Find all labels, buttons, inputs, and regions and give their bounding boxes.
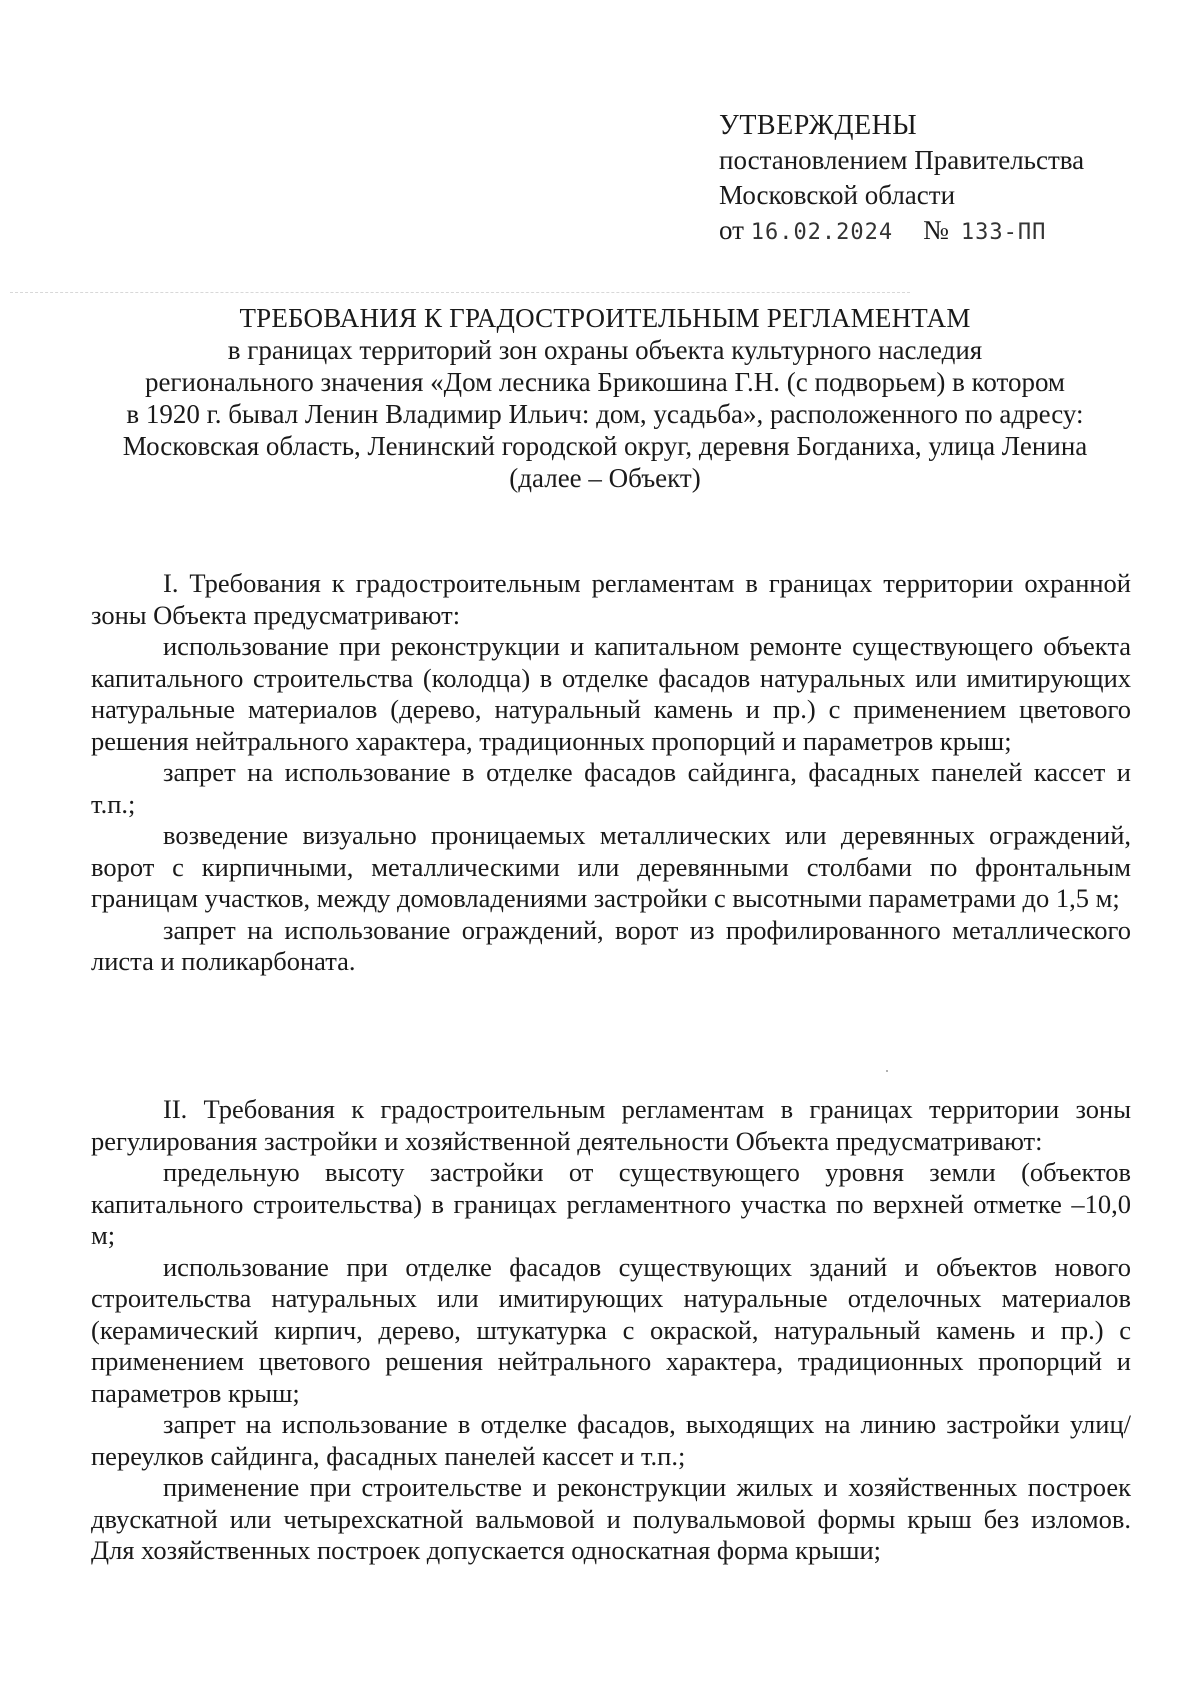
section-2-item: предельную высоту застройки от существующего уровня земли (объектов капитального строительства) в границах регламентного участка по верхней отметке –10,0 м;: [91, 1157, 1131, 1250]
section-2-item: использование при отделке фасадов существующих зданий и объектов нового строительства натуральных или имитирующих натуральные отделочных материалов (керамический кирпич, дерево, штукатурка с окраской, натуральный камень и пр.) с применением цветового решения нейтрального характера, традиционных пропорций и параметров крыш;: [91, 1251, 1131, 1408]
approval-line-2: Московской области: [719, 180, 956, 210]
section-2: [91, 1094, 1131, 1567]
document-heading: [80, 302, 1130, 494]
section-1-item: запрет на использование ограждений, ворот из профилированного металлического листа и поликарбоната.: [91, 914, 1131, 976]
heading-line-1: в границах территорий зон охраны объекта культурного наследия: [227, 335, 983, 365]
section-1-item: возведение визуально проницаемых металлических или деревянных ограждений, ворот с кирпичными, металлическими или деревянными столбами по фронтальным границам участков, между домовладениями застройки с высотными параметрами до 1,5 м;: [91, 820, 1131, 913]
section-2-item: применение при строительстве и реконструкции жилых и хозяйственных построек двускатной или четырехскатной вальмовой и полувальмовой формы крыш без изломов. Для хозяйственных построек допускается односкатная форма крыши;: [91, 1472, 1131, 1565]
approval-title: УТВЕРЖДЕНЫ: [719, 110, 918, 141]
heading-main: ТРЕБОВАНИЯ К ГРАДОСТРОИТЕЛЬНЫМ РЕГЛАМЕНТАМ: [239, 303, 971, 333]
heading-line-3: в 1920 г. бывал Ленин Владимир Ильич: дом, усадьба», расположенного по адресу:: [126, 399, 1084, 429]
heading-line-5: (далее – Объект): [509, 463, 701, 493]
heading-line-4: Московская область, Ленинский городской округ, деревня Богданиха, улица Ленина: [122, 431, 1088, 461]
approval-line-1: постановлением Правительства: [719, 145, 1085, 175]
scan-artifact-line: [10, 292, 910, 293]
approval-number-sign: №: [923, 215, 949, 245]
approval-number: 133-ПП: [960, 220, 1047, 245]
approval-block: [719, 108, 1084, 250]
approval-date-line: [719, 213, 1084, 250]
section-2-item: запрет на использование в отделке фасадов, выходящих на линию застройки улиц/переулков сайдинга, фасадных панелей кассет и т.п.;: [91, 1409, 1131, 1471]
section-2-intro: II. Требования к градостроительным регламентам в границах территории зоны регулирования застройки и хозяйственной деятельности Объекта предусматривают:: [91, 1094, 1131, 1156]
approval-from-label: от: [719, 215, 744, 245]
section-1-intro: I. Требования к градостроительным регламентам в границах территории охранной зоны Объекта предусматривают:: [91, 568, 1131, 630]
heading-line-2: регионального значения «Дом лесника Брикошина Г.Н. (с подворьем) в котором: [144, 367, 1066, 397]
section-1: [91, 568, 1131, 978]
section-1-item: запрет на использование в отделке фасадов сайдинга, фасадных панелей кассет и т.п.;: [91, 757, 1131, 819]
scan-speck: [886, 1070, 888, 1072]
approval-date: 16.02.2024: [750, 220, 894, 245]
section-1-item: использование при реконструкции и капитальном ремонте существующего объекта капитального строительства (колодца) в отделке фасадов натуральных или имитирующих натуральные материалов (дерево, натуральный камень и пр.) с применением цветового решения нейтрального характера, традиционных пропорций и параметров крыш;: [91, 631, 1131, 756]
